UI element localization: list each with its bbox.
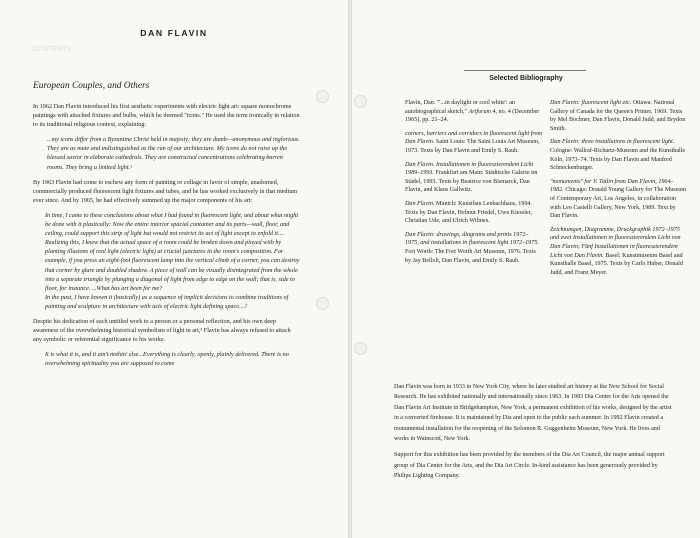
entry-details: Saint Louis: The Saint Louis Art Museum, 1973. Texts by Dan Flavin and Emily S. Rauh. bbox=[405, 139, 540, 154]
page-title: DAN FLAVIN bbox=[140, 28, 208, 38]
support-paragraph: Support for this exhibition has been provided by the members of the Dia Art Council, the major annual support group of Dia Center for the Arts, and the Dia Art Circle. In-kind assistance has been generously provided by Philips Lighting Company. bbox=[394, 452, 665, 480]
bibliography-column-1 bbox=[405, 99, 542, 270]
entry-title: Dan Flavin: drawings, diagrams and prints 1972–1975, and installations in fluorescent light 1972–1975. bbox=[405, 231, 539, 247]
bio-paragraph: Dan Flavin was born in 1933 in New York City, where he later studied art history at the New School for Social Research. He has exhibited nationally and internationally since 1963. In 1983 Dia Center for the Arts opened the Dan Flavin Art Institute in Bridgehampton, New York, a permanent exhibition of his works, designed by the artist in a converted firehouse. It is maintained by Dia and open to the public each summer. In 1992 Flavin created a monumental installation for the reopening of the Solomon R. Guggenheim Museum, New York. He lives and works in Wainscott, New York. bbox=[394, 384, 672, 443]
essay-paragraph: By 1963 Flavin had come to eschew any form of painting or collage in favor of simple, unadorned, commercially produced fluorescent light fixtures and tubes, and he has worked exclusively in that medium ever since. And by 1965, he had effectively summed up the major components of his art: bbox=[33, 178, 298, 204]
binder-hole bbox=[354, 342, 367, 355]
binder-hole bbox=[316, 297, 329, 310]
bibliography-title: Selected Bibliography bbox=[489, 75, 563, 82]
bibliography-entry bbox=[550, 178, 687, 221]
bibliography-column-2 bbox=[550, 99, 687, 282]
bibliography-entry bbox=[550, 99, 687, 133]
bleed-through-heading: CONTENTS bbox=[33, 46, 72, 53]
entry-details: Munich: Kunstbau Lenbachhaus, 1994. Texts by Dan Flavin, Helmut Friedel, Uwe Kiessler, Christian Ude, and Ulrich Wilmes. bbox=[405, 200, 532, 225]
entry-author: Flavin, Dan. "'...in daylight or cool white': an autobiographical sketch," bbox=[405, 100, 515, 115]
entry-title: corners, barriers and corridors in fluorescent light from Dan Flavin. bbox=[405, 130, 542, 146]
entry-details: Basel: Kunstmuseum Basel and Kunsthalle Basel, 1975. Texts by Carlo Huber, Donald Judd, and Franz Meyer. bbox=[550, 252, 683, 276]
block-quote: In time, I came to these conclusions about what I had found in fluorescent light, and about what might be done with it plastically: Now the entire interior spacial container and its parts—wall, floor, and ceiling, could support this strip of light but would not restrict its act of light except to enfold it.... Realizing this, I knew that the actual space of a room could be broken down and played with by planting illusions of real light (electric light) at crucial junctures in the room's composition. For example, if you press an eight-foot fluorescent lamp into the vertical climb of a corner, you can destroy that corner by glare and doubled shadow. A piece of wall can be visually disintegrated from the whole into a separate triangle by plunging a diagonal of light from edge to edge on the wall; that is, side to floor, for instance. ...What has art been for me? bbox=[45, 211, 300, 292]
block-quote: In the past, I have known it (basically) as a sequence of implicit decisions to combine traditions of painting and sculpture in architecture with acts of electric light defining space....² bbox=[45, 293, 289, 310]
entry-details: Frankfurt am Main: Städtische Galerie im Städel, 1993. Texts by Beatrice von Bismarck, Dan Flavin, and Klaus Gallwitz. bbox=[405, 170, 538, 194]
bibliography-entry bbox=[405, 99, 542, 125]
entry-title: Artforum bbox=[468, 108, 491, 115]
bibliography-entry bbox=[405, 130, 542, 156]
binder-hole bbox=[354, 95, 367, 108]
bibliography-entry bbox=[550, 226, 687, 278]
essay-paragraph: Despite his dedication of each untitled work to a person or a personal reflection, and his own deep awareness of the overwhelming historical symbolism of light in art,³ Flavin has always refused to attach any symbolic or referential significance to his works: bbox=[33, 317, 291, 344]
essay-paragraph: In 1962 Dan Flavin introduced his first aesthetic experiments with electric light art: square monochrome paintings with attached fixtures and bulbs, which he deemed "icons." He used the term ironically in relation to its traditional religious context, explaining: bbox=[33, 103, 300, 129]
right-page bbox=[352, 0, 700, 538]
entry-details: Ottawa: National Gallery of Canada for the Queen's Printer, 1969. Texts by Mel Bochner, Dan Flavin, Donald Judd, and Brydon Smith. bbox=[550, 100, 686, 132]
entry-details: 4, no. 4 (December 1965), pp. 21–24. bbox=[405, 108, 540, 124]
artist-bio bbox=[394, 382, 672, 488]
essay-body bbox=[33, 102, 301, 368]
bibliography-entry bbox=[405, 231, 542, 265]
entry-title: Dan Flavin: fluorescent light etc. bbox=[550, 100, 632, 106]
entry-title: Zeichnungen, Diagramme, Druckgraphik 1972–1975 und zwei Installationen in fluoreszierendem Licht von Dan Flavin; Fünf Installationen in fluoreszierendem Licht von Dan Flavin. bbox=[550, 226, 681, 259]
entry-title: Dan Flavin: three installations in fluorescent light. bbox=[550, 139, 675, 146]
entry-details: Chicago: Donald Young Gallery for The Museum of Contemporary Art, Los Angeles, in collaboration with Leo Castelli Gallery, New York, 1989. Text by Dan Flavin. bbox=[550, 187, 687, 220]
section-heading: European Couples, and Others bbox=[33, 81, 150, 91]
entry-details: Cologne: Wallraf-Richartz-Museum and the Kunsthalle Köln, 1973–74. Texts by Dan Flavin and Manfred Schneckenburger. bbox=[550, 147, 686, 172]
bibliography-entry bbox=[550, 138, 687, 172]
block-quote: ...my icons differ from a Byzantine Christ held in majesty; they are dumb—anonymous and inglorious. They are as mute and indistinguished as the run of our architecture. My icons do not raise up the blessed savior in elaborate cathedrals. They are constructed concentrations celebrating barren rooms. They bring a limited light.¹ bbox=[47, 136, 300, 171]
left-page bbox=[0, 0, 348, 538]
entry-title: Dan Flavin. Installationen in fluoreszierendem Licht 1989–1993. bbox=[405, 161, 534, 177]
entry-title: "monuments" for V. Tatlin from Dan Flavin, 1964–1982. bbox=[550, 178, 674, 194]
bibliography-entry bbox=[405, 161, 542, 195]
entry-title: Dan Flavin. bbox=[405, 200, 435, 207]
binder-hole bbox=[316, 90, 329, 103]
bibliography-entry bbox=[405, 200, 542, 226]
block-quote: It is what it is, and it ain't nothin' else...Everything is clearly, openly, plainly delivered. There is no overwhelming spirituality you are supposed to come bbox=[45, 351, 289, 368]
entry-details: Fort Worth: The Fort Worth Art Museum, 1976. Texts by Jay Belloli, Dan Flavin, and Emily S. Rauh. bbox=[405, 248, 536, 264]
title-rule bbox=[464, 70, 586, 71]
